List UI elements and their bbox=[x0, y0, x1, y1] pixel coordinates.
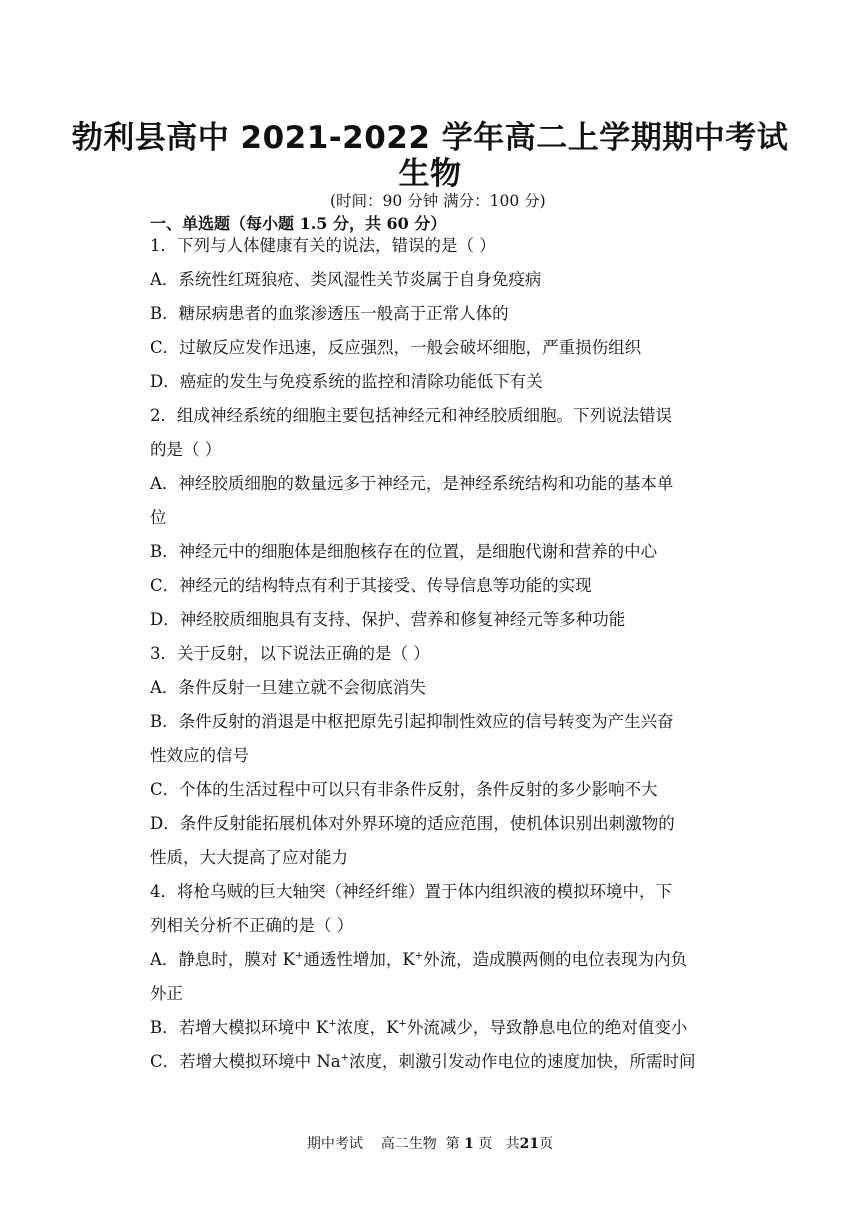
footer-total-pages: 21 bbox=[519, 1136, 540, 1152]
footer-page-prefix: 第 bbox=[445, 1136, 460, 1152]
q4-stem-line2: 列相关分析不正确的是（ ） bbox=[150, 916, 354, 935]
q2-option-a-line1: A．神经胶质细胞的数量远多于神经元，是神经系统结构和功能的基本单 bbox=[150, 474, 674, 493]
footer-total-suffix: 页 bbox=[539, 1136, 554, 1152]
q2-option-a-line2: 位 bbox=[150, 508, 167, 527]
q4-c-superscript: + bbox=[340, 1052, 350, 1064]
q4-b-text-3: 外流减少，导致静息电位的绝对值变小 bbox=[406, 1018, 688, 1037]
q4-option-a-line2: 外正 bbox=[150, 984, 183, 1003]
footer-subject: 高二生物 bbox=[380, 1136, 437, 1152]
q4-b-superscript-2: + bbox=[398, 1018, 407, 1030]
q2-stem-line2: 的是（ ） bbox=[150, 440, 222, 459]
q4-option-b bbox=[150, 1016, 715, 1040]
q1-option-b: B．糖尿病患者的血浆渗透压一般高于正常人体的 bbox=[150, 304, 509, 323]
q4-a-superscript-2: + bbox=[414, 950, 424, 962]
q4-b-text-1: B．若增大模拟环境中 K bbox=[150, 1018, 329, 1037]
q3-option-d-line2: 性质，大大提高了应对能力 bbox=[150, 848, 348, 867]
footer-total-prefix: 共 bbox=[505, 1136, 520, 1152]
q1-stem: 1．下列与人体健康有关的说法，错误的是（ ） bbox=[150, 236, 496, 255]
q4-a-text-1: A．静息时，膜对 K bbox=[150, 950, 295, 969]
q1-option-a: A．系统性红斑狼疮、类风湿性关节炎属于自身免疫病 bbox=[150, 270, 542, 289]
q4-stem-line1: 4．将枪乌贼的巨大轴突（神经纤维）置于体内组织液的模拟环境中，下 bbox=[150, 882, 672, 901]
q3-option-d-line1: D．条件反射能拓展机体对外界环境的适应范围，使机体识别出刺激物的 bbox=[150, 814, 675, 833]
q3-option-b-line1: B．条件反射的消退是中枢把原先引起抑制性效应的信号转变为产生兴奋 bbox=[150, 712, 674, 731]
q4-b-superscript-1: + bbox=[328, 1018, 337, 1030]
q2-option-c: C．神经元的结构特点有利于其接受、传导信息等功能的实现 bbox=[150, 576, 592, 595]
q3-option-b-line2: 性效应的信号 bbox=[150, 746, 249, 765]
q1-option-c: C．过敏反应发作迅速，反应强烈，一般会破坏细胞，严重损伤组织 bbox=[150, 338, 642, 357]
q4-a-text-2: 通透性增加，K bbox=[303, 950, 415, 969]
subject-title: 生物 bbox=[398, 156, 462, 192]
q3-option-a: A．条件反射一旦建立就不会彻底消失 bbox=[150, 678, 426, 697]
q4-option-a-line1 bbox=[150, 948, 715, 972]
q4-a-text-3: 外流，造成膜两侧的电位表现为内负 bbox=[423, 950, 688, 969]
footer-page-number: 1 bbox=[464, 1136, 474, 1152]
exam-time-score: (时间：90 分钟 满分：100 分) bbox=[330, 192, 546, 210]
page-footer bbox=[0, 1134, 860, 1154]
q2-option-d: D．神经胶质细胞具有支持、保护、营养和修复神经元等多种功能 bbox=[150, 610, 626, 629]
q4-a-superscript-1: + bbox=[295, 950, 304, 962]
footer-page-suffix: 页 bbox=[478, 1136, 493, 1152]
footer-exam: 期中考试 bbox=[306, 1136, 363, 1152]
q3-stem: 3．关于反射，以下说法正确的是（ ） bbox=[150, 644, 430, 663]
q2-stem-line1: 2．组成神经系统的细胞主要包括神经元和神经胶质细胞。下列说法错误 bbox=[150, 406, 672, 425]
q2-option-b: B．神经元中的细胞体是细胞核存在的位置，是细胞代谢和营养的中心 bbox=[150, 542, 658, 561]
q4-b-text-2: 浓度，K bbox=[336, 1018, 399, 1037]
exam-title: 勃利县高中 2021-2022 学年高二上学期期中考试 bbox=[71, 120, 789, 156]
q1-option-d: D．癌症的发生与免疫系统的监控和清除功能低下有关 bbox=[150, 372, 543, 391]
q4-c-text-1: C．若增大模拟环境中 Na bbox=[150, 1052, 341, 1071]
section-heading: 一、单选题（每小题 1.5 分，共 60 分） bbox=[150, 214, 447, 233]
q4-option-c bbox=[150, 1050, 715, 1074]
q4-c-text-2: 浓度，刺激引发动作电位的速度加快，所需时间 bbox=[349, 1052, 696, 1071]
q3-option-c: C．个体的生活过程中可以只有非条件反射，条件反射的多少影响不大 bbox=[150, 780, 658, 799]
